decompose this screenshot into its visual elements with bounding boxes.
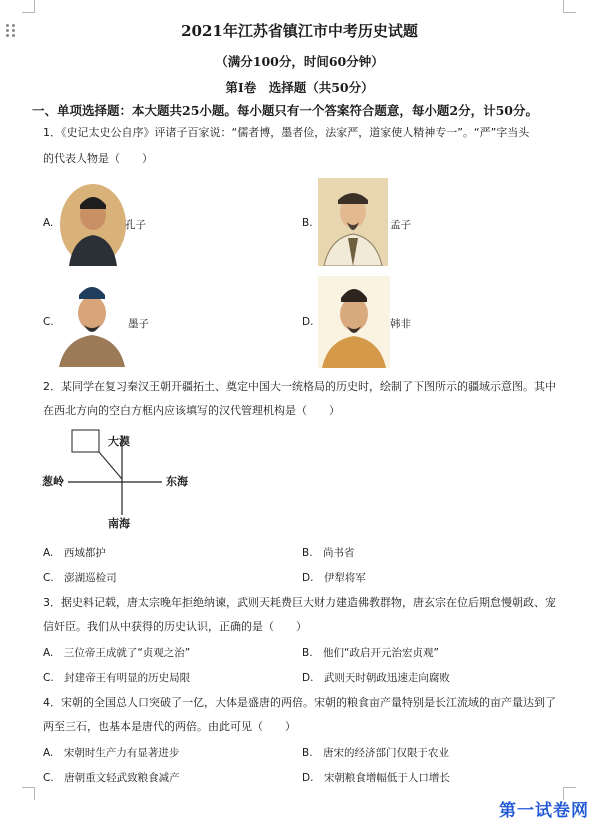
map-label-west: 葱岭 xyxy=(42,475,64,488)
q1-option-a-letter: A. xyxy=(43,217,54,229)
section-heading: 一、单项选择题：本大题共25小题。每小题只有一个答案符合题意，每小题2分，计50分。 xyxy=(32,103,538,118)
map-label-south: 南海 xyxy=(108,517,130,530)
q4-stem-line2: 两至三石，也基本是唐代的两倍。由此可见（ ） xyxy=(43,720,296,733)
q1-option-b-text: 孟子 xyxy=(390,219,411,231)
q1-portrait-confucius xyxy=(59,183,127,266)
part-heading: 第Ⅰ卷 选择题（共50分） xyxy=(225,80,374,95)
crop-mark-top-left xyxy=(22,0,35,13)
q2-stem-line1: 2．某同学在复习秦汉王朝开疆拓土、奠定中国大一统格局的历史时，绘制了下图所示的疆域示意图。其中 xyxy=(43,380,556,393)
q2-option-a: A. 西域都护 xyxy=(43,547,106,559)
q3-option-d: D. 武则天时朝政迅速走向腐败 xyxy=(302,672,450,684)
exam-title: 2021年江苏省镇江市中考历史试题 xyxy=(181,22,418,40)
q1-option-c-text: 墨子 xyxy=(128,318,149,330)
q1-portrait-mozi xyxy=(57,277,127,367)
q2-option-c: C. 澎湖巡检司 xyxy=(43,572,117,584)
q4-option-a: A. 宋朝时生产力有显著进步 xyxy=(43,747,180,759)
q3-option-b: B. 他们“政启开元治宏贞观” xyxy=(302,647,439,659)
q4-option-b: B. 唐宋的经济部门仅限于农业 xyxy=(302,747,450,759)
q1-option-a-text: 孔子 xyxy=(125,219,146,231)
map-label-north: 大漠 xyxy=(108,435,130,448)
q1-stem-line2: 的代表人物是（ ） xyxy=(43,152,153,165)
q1-portrait-mencius xyxy=(318,178,388,266)
q3-stem-line2: 信奸臣。我们从中获得的历史认识，正确的是（ ） xyxy=(43,620,307,633)
q4-option-c: C. 唐朝重文轻武致粮食减产 xyxy=(43,772,180,784)
q2-option-d: D. 伊犁将军 xyxy=(302,572,366,584)
q3-option-c: C. 封建帝王有明显的历史局限 xyxy=(43,672,191,684)
map-label-east: 东海 xyxy=(166,475,188,488)
crop-mark-bottom-left xyxy=(22,787,35,800)
q1-option-d-letter: D. xyxy=(302,316,314,328)
crop-mark-top-right xyxy=(563,0,576,13)
q1-stem-line1: 1．《史记太史公自序》评诸子百家说：“儒者博，墨者俭，法家严，道家使人精神专一”。“严”字当头 xyxy=(43,126,530,139)
q1-portrait-hanfei xyxy=(318,276,390,368)
site-watermark: 第一试卷网 xyxy=(499,801,589,821)
q1-option-c-letter: C. xyxy=(43,316,54,328)
exam-subtitle: （满分100分，时间60分钟） xyxy=(215,54,384,69)
q2-territory-diagram xyxy=(40,425,220,535)
q4-stem-line1: 4．宋朝的全国总人口突破了一亿，大体是盛唐的两倍。宋朝的粮食亩产量特别是长江流域的亩产量达到了 xyxy=(43,696,556,709)
q1-option-d-text: 韩非 xyxy=(390,318,411,330)
q3-option-a: A. 三位帝王成就了“贞观之治” xyxy=(43,647,191,659)
q1-option-b-letter: B. xyxy=(302,217,313,229)
q3-stem-line1: 3．据史料记载，唐太宗晚年拒绝纳谏，武则天耗费巨大财力建造佛教群物，唐玄宗在位后期怠慢朝政、宠 xyxy=(43,596,556,609)
q4-option-d: D. 宋朝粮食增幅低于人口增长 xyxy=(302,772,450,784)
q2-stem-line2: 在西北方向的空白方框内应该填写的汉代管理机构是（ ） xyxy=(43,404,340,417)
q2-option-b: B. 尚书省 xyxy=(302,547,355,559)
